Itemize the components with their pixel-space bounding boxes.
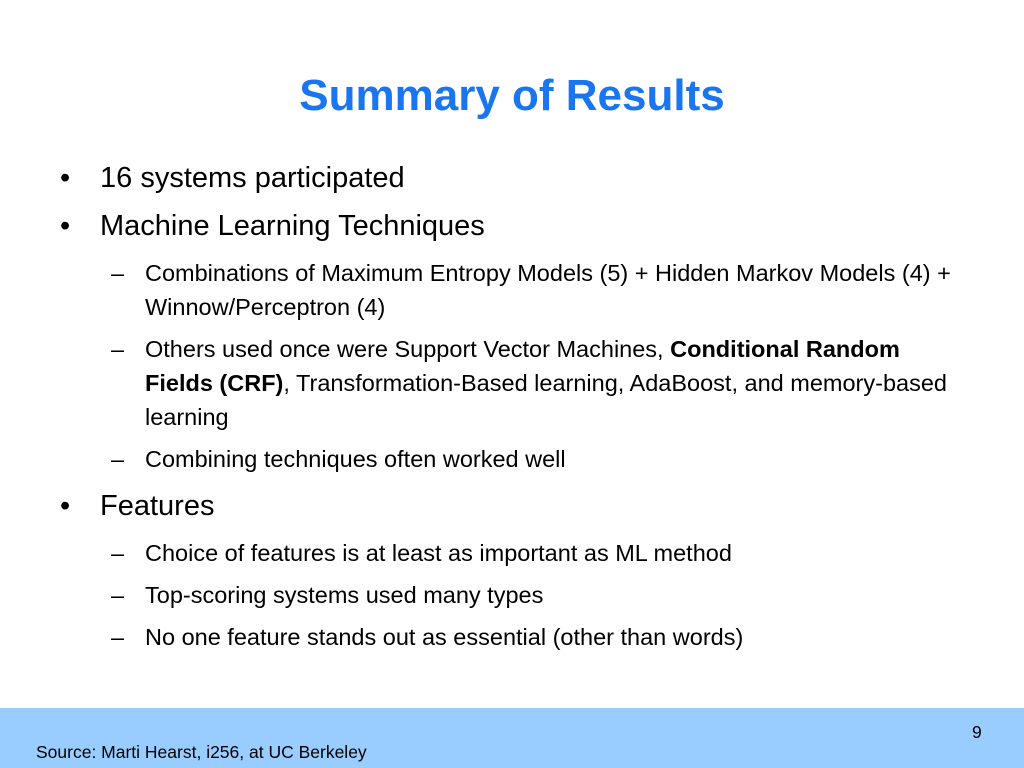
sub-bullet-text: Combining techniques often worked well <box>145 446 566 472</box>
sub-bullet-text: No one feature stands out as essential (other than words) <box>145 624 744 650</box>
sub-bullet-combinations <box>60 256 955 324</box>
slide-body <box>60 160 960 662</box>
bullet-systems-participated <box>60 160 960 196</box>
bullet-glyph: • <box>60 490 71 522</box>
dash-glyph: – <box>111 260 125 286</box>
bullet-text: 16 systems participated <box>100 162 405 194</box>
bullet-features <box>60 488 960 524</box>
dash-glyph: – <box>111 624 125 650</box>
sub-bullet-no-one-feature <box>60 620 955 654</box>
sub-bullet-text: Top-scoring systems used many types <box>145 582 544 608</box>
sub-bullet-text: Combinations of Maximum Entropy Models (5) + Hidden Markov Models (4) + Winnow/Perceptron (4) <box>145 260 951 320</box>
dash-glyph: – <box>111 336 125 362</box>
sub-bullet-combining-techniques <box>60 442 955 476</box>
page-number: 9 <box>972 722 982 742</box>
sub-bullet-top-scoring <box>60 578 955 612</box>
sub-bullet-text: Choice of features is at least as important as ML method <box>145 540 732 566</box>
bullet-text: Features <box>100 490 215 522</box>
bullet-ml-techniques <box>60 208 960 244</box>
slide-title: Summary of Results <box>299 71 725 120</box>
dash-glyph: – <box>111 446 125 472</box>
bullet-glyph: • <box>60 210 71 242</box>
sub-bullet-others-used-once <box>60 332 955 434</box>
dash-glyph: – <box>111 582 125 608</box>
sub-bullet-text-pre: Others used once were Support Vector Machines, <box>145 336 671 362</box>
sub-bullet-text-post: , Transformation-Based learning, AdaBoost, and memory-based learning <box>145 370 947 430</box>
sub-bullet-choice-of-features <box>60 536 955 570</box>
bullet-glyph: • <box>60 162 71 194</box>
footer-bar <box>0 708 1024 768</box>
sub-bullet-text-bold: Conditional Random Fields (CRF) <box>145 336 900 396</box>
dash-glyph: – <box>111 540 125 566</box>
source-citation: Source: Marti Hearst, i256, at UC Berkeley <box>36 742 367 762</box>
bullet-text: Machine Learning Techniques <box>100 210 485 242</box>
